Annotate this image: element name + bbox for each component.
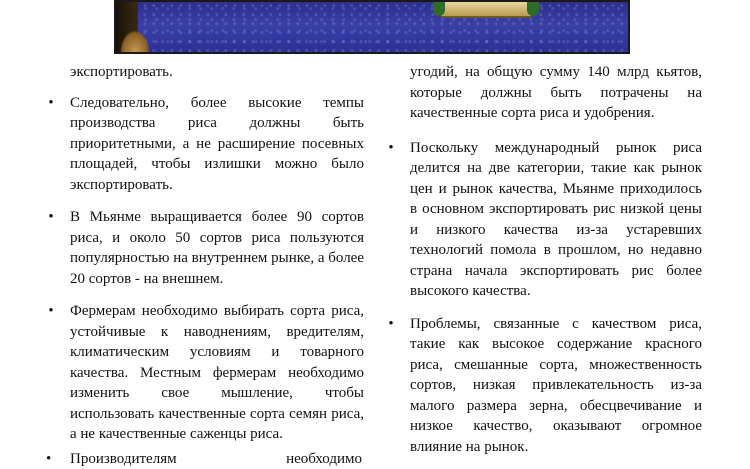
list-item [386, 314, 702, 458]
left-column [46, 62, 364, 457]
bullet-icon: • [46, 451, 52, 467]
right-column [386, 62, 702, 469]
list-item [46, 93, 364, 196]
photo-plant [120, 30, 150, 52]
list-item-text: В Мьянме выращивается более 90 сортов риса, и около 50 сортов риса пользуются популярностью на внутреннем рынке, а более 20 сортов - на внешнем. [70, 209, 364, 287]
cut-off-list-item [70, 449, 362, 469]
list-item [46, 301, 364, 445]
header-photo [114, 0, 630, 54]
left-continuation-text: экспортировать. [70, 64, 173, 80]
list-item [46, 207, 364, 289]
list-item-text: Фермерам необходимо выбирать сорта риса, устойчивые к наводнениям, вредителям, климатическим условиям и товарного качества. Местным фермерам необходимо изменить свое мышление, чтобы использовать качественные сорта семян риса, а не качественные саженцы риса. [70, 303, 364, 442]
list-item-text: Проблемы, связанные с качеством риса, такие как высокое содержание красного риса, смешанные сорта, множественность сортов, низкая привлекательность из-за малого размера зерна, обесцвечивание и низкое качество, оказывают огромное влияние на рынок. [410, 315, 702, 455]
bullet-icon: • [48, 209, 54, 225]
bullet-icon: • [48, 94, 54, 111]
bullet-icon: • [48, 303, 54, 319]
list-item [386, 138, 702, 302]
photo-stage [441, 2, 531, 18]
cut-item-word: необходимо [286, 451, 362, 467]
cut-item-word: Производителям [70, 451, 177, 467]
right-continuation-text: угодий, на общую сумму 140 млрд кьятов, которые должны быть потрачены на качественные сорта риса и удобрения. [410, 64, 702, 121]
list-item-text: Поскольку международный рынок риса делится на две категории, такие как рынок цен и рынок качества, Мьянме приходилось в основном экспортировать рис низкой цены и низкого качества из-за устаревших технологий помола в прошлом, но недавно страна начала экспортировать рис более высокого качества. [410, 139, 702, 299]
bullet-icon: • [388, 315, 394, 332]
bullet-icon: • [388, 139, 394, 156]
list-item-text: Следовательно, более высокие темпы производства риса должны быть приоритетными, а не расширение посевных площадей, чтобы излишки можно было экспортировать. [70, 94, 364, 193]
